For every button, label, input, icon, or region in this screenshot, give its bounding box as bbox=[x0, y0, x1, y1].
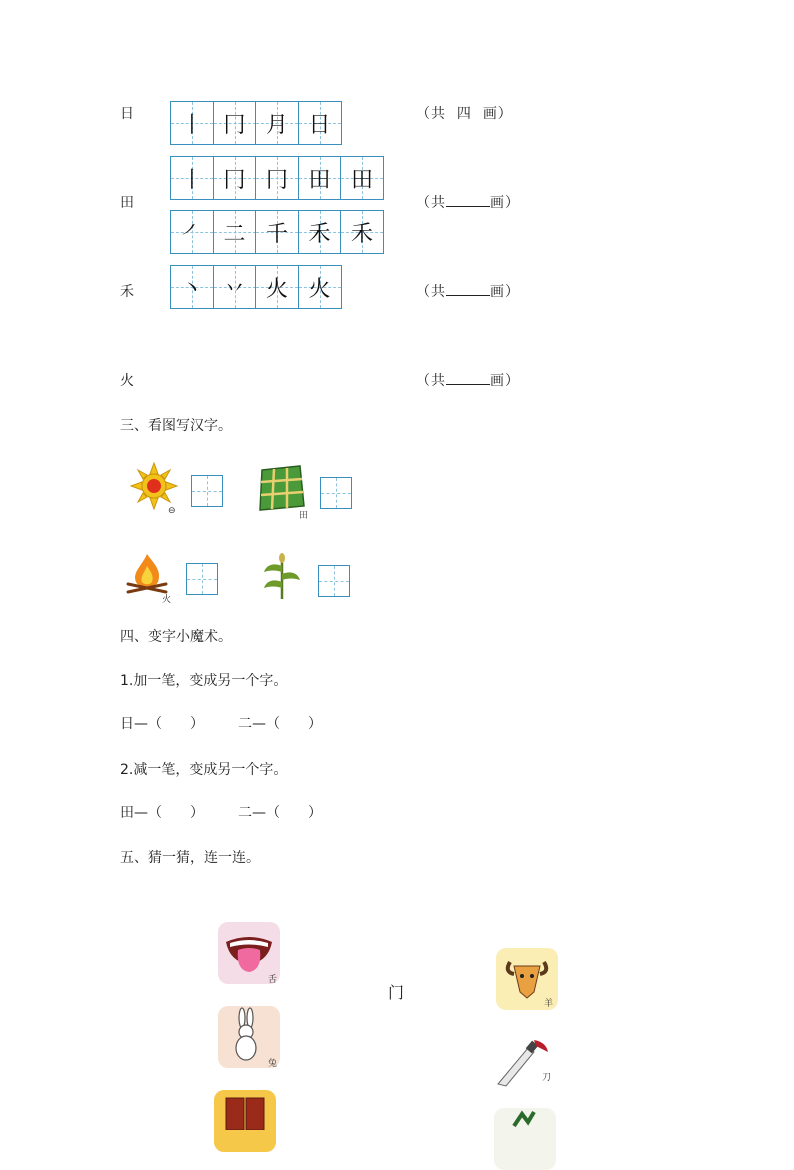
question-1: 1.加一笔，变成另一个字。 bbox=[120, 673, 288, 689]
stroke-cell: ㇒ bbox=[170, 210, 214, 254]
center-character[interactable]: 门 bbox=[388, 983, 405, 1002]
answer-box[interactable] bbox=[318, 565, 350, 597]
fire-icon bbox=[124, 552, 170, 596]
answer-blank[interactable] bbox=[446, 194, 490, 207]
stroke-cell: 月 bbox=[255, 101, 299, 145]
stroke-cell: 日 bbox=[298, 101, 342, 145]
stroke-cell: 田 bbox=[340, 156, 384, 200]
tongue-tile[interactable] bbox=[218, 922, 280, 984]
char-label-ri: 日 bbox=[120, 106, 134, 122]
stroke-count-huo: （共 画） bbox=[416, 373, 520, 389]
answer-box[interactable] bbox=[320, 477, 352, 509]
stroke-grid-huo bbox=[170, 265, 342, 309]
char-label-huo: 火 bbox=[120, 373, 134, 389]
section-5-title: 五、猜一猜，连一连。 bbox=[120, 850, 260, 866]
plant-icon bbox=[494, 1108, 556, 1128]
hint-label: 田 bbox=[299, 511, 309, 521]
field-icon bbox=[256, 462, 308, 514]
door-icon bbox=[214, 1090, 276, 1130]
plant-tile[interactable] bbox=[494, 1108, 556, 1170]
stroke-count-ri: （共 四 画） bbox=[416, 106, 513, 122]
stroke-cell: 冂 bbox=[213, 101, 257, 145]
stroke-cell: 火 bbox=[298, 265, 342, 309]
door-tile[interactable] bbox=[214, 1090, 276, 1152]
q2-item-2[interactable]: 二—（ ） bbox=[238, 805, 322, 821]
hint-label: 兔 bbox=[268, 1059, 278, 1069]
question-2: 2.减一笔，变成另一个字。 bbox=[120, 762, 288, 778]
q2-item-1[interactable]: 田—（ ） bbox=[120, 805, 204, 821]
stroke-cell: 二 bbox=[213, 210, 257, 254]
stroke-cell: 丷 bbox=[213, 265, 257, 309]
char-label-he: 禾 bbox=[120, 284, 134, 300]
q1-item-2[interactable]: 二—（ ） bbox=[238, 716, 322, 732]
hint-label: 刀 bbox=[542, 1073, 552, 1083]
stroke-count-he: （共 画） bbox=[416, 284, 520, 300]
stroke-cell: 千 bbox=[255, 210, 299, 254]
stroke-cell: 冂 bbox=[255, 156, 299, 200]
rabbit-tile[interactable] bbox=[218, 1006, 280, 1068]
section-4-title: 四、变字小魔术。 bbox=[120, 629, 232, 645]
hint-label: 舌 bbox=[268, 975, 278, 985]
stroke-cell: 冂 bbox=[213, 156, 257, 200]
hint-label: 火 bbox=[162, 595, 172, 605]
goat-tile[interactable] bbox=[496, 948, 558, 1010]
stroke-cell: 丨 bbox=[170, 156, 214, 200]
answer-box[interactable] bbox=[191, 475, 223, 507]
char-label-tian: 田 bbox=[120, 195, 134, 211]
stroke-cell: 田 bbox=[298, 156, 342, 200]
stroke-cell: 火 bbox=[255, 265, 299, 309]
stroke-grid-ri bbox=[170, 101, 342, 145]
answer-blank[interactable] bbox=[446, 372, 490, 385]
stroke-cell: 禾 bbox=[298, 210, 342, 254]
rice-plant-icon bbox=[262, 552, 302, 600]
answer-box[interactable] bbox=[186, 563, 218, 595]
stroke-grid-he bbox=[170, 210, 384, 254]
stroke-count-tian: （共 画） bbox=[416, 195, 520, 211]
q1-item-1[interactable]: 日—（ ） bbox=[120, 716, 204, 732]
answer-blank[interactable] bbox=[446, 283, 490, 296]
stroke-grid-tian bbox=[170, 156, 384, 200]
section-3-title: 三、看图写汉字。 bbox=[120, 418, 232, 434]
hint-label: ⊖ bbox=[168, 506, 176, 516]
stroke-cell: 丨 bbox=[170, 101, 214, 145]
stroke-cell: 禾 bbox=[340, 210, 384, 254]
hint-label: 羊 bbox=[544, 999, 554, 1009]
stroke-cell: 丶 bbox=[170, 265, 214, 309]
sun-icon bbox=[130, 462, 178, 510]
